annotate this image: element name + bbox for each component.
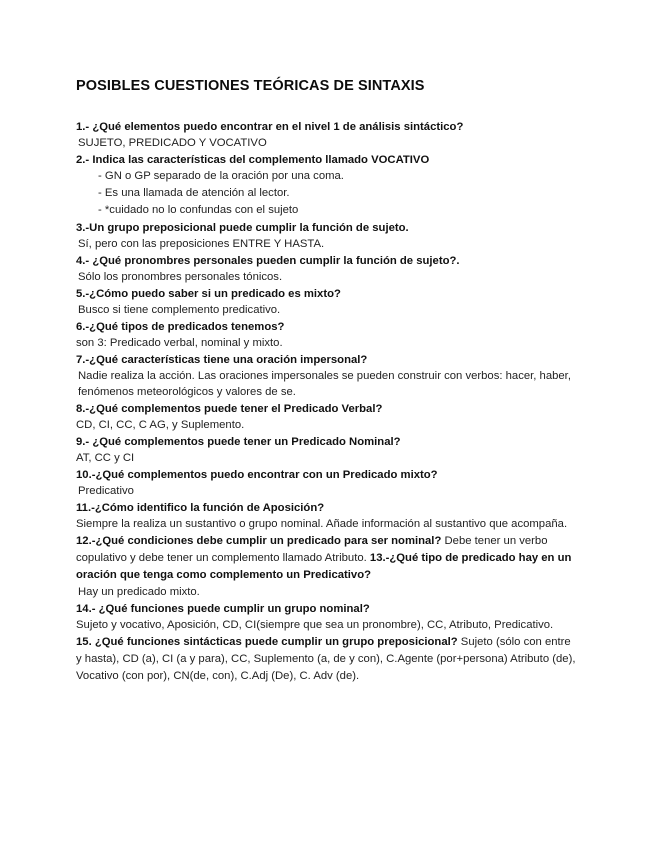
answer-6: son 3: Predicado verbal, nominal y mixto. bbox=[76, 337, 283, 349]
question-4: 4.- ¿Qué pronombres personales pueden cumplir la función de sujeto?. bbox=[76, 255, 460, 267]
question-8: 8.-¿Qué complementos puede tener el Predicado Verbal? bbox=[76, 403, 383, 415]
question-5: 5.-¿Cómo puedo saber si un predicado es mixto? bbox=[76, 288, 341, 300]
question-block-6 bbox=[76, 319, 576, 351]
list-item: - GN o GP separado de la oración por una coma. bbox=[98, 170, 344, 182]
question-15-paragraph bbox=[76, 634, 576, 685]
question-block-4 bbox=[76, 253, 576, 285]
answer-3: Sí, pero con las preposiciones ENTRE Y HASTA. bbox=[78, 238, 325, 250]
question-block-15 bbox=[76, 634, 576, 685]
question-11: 11.-¿Cómo identifico la función de Aposición? bbox=[76, 502, 325, 514]
question-6: 6.-¿Qué tipos de predicados tenemos? bbox=[76, 321, 285, 333]
question-10: 10.-¿Qué complementos puedo encontrar con un Predicado mixto? bbox=[76, 469, 438, 481]
answer-5: Busco si tiene complemento predicativo. bbox=[78, 304, 281, 316]
page-title: POSIBLES CUESTIONES TEÓRICAS DE SINTAXIS bbox=[76, 78, 425, 94]
question-15: 15. ¿Qué funciones sintácticas puede cumplir un grupo preposicional? bbox=[76, 636, 458, 648]
question-block-12-13 bbox=[76, 533, 576, 600]
list-item: - *cuidado no lo confundas con el sujeto bbox=[98, 204, 299, 216]
question-9: 9.- ¿Qué complementos puede tener un Predicado Nominal? bbox=[76, 436, 401, 448]
answer-9: AT, CC y CI bbox=[76, 452, 135, 464]
list-item: - Es una llamada de atención al lector. bbox=[98, 187, 290, 199]
answer-14: Sujeto y vocativo, Aposición, CD, CI(siempre que sea un pronombre), CC, Atributo, Predicativo. bbox=[76, 619, 554, 631]
question-14: 14.- ¿Qué funciones puede cumplir un grupo nominal? bbox=[76, 603, 370, 615]
answer-8: CD, CI, CC, C AG, y Suplemento. bbox=[76, 419, 245, 431]
question-block-9 bbox=[76, 434, 576, 466]
question-block-3 bbox=[76, 220, 576, 252]
answer-15: Sujeto (sólo con entre y hasta), CD (a), CI (a y para), CC, Suplemento (a, de y con), C.Agente (por+persona) Atributo (de), Vocativo (con por), CN(de, con), C.Adj (De), C. Adv (de). bbox=[76, 636, 576, 682]
question-block-1 bbox=[76, 119, 576, 151]
answer-13: Hay un predicado mixto. bbox=[78, 586, 200, 598]
answer-2-list bbox=[76, 168, 576, 219]
answer-7: Nadie realiza la acción. Las oraciones impersonales se pueden construir con verbos: hacer, haber, fenómenos meteorológicos y valores de se. bbox=[78, 370, 571, 398]
answer-12: Debe tener un verbo copulativo y debe tener un complemento llamado Atributo. bbox=[76, 535, 548, 564]
question-block-10 bbox=[76, 467, 576, 499]
question-3: 3.-Un grupo preposicional puede cumplir la función de sujeto. bbox=[76, 222, 409, 234]
question-block-2 bbox=[76, 152, 576, 219]
question-12: 12.-¿Qué condiciones debe cumplir un predicado para ser nominal? bbox=[76, 535, 442, 547]
question-13: 13.-¿Qué tipo de predicado hay en un oración que tenga como complemento un Predicativo? bbox=[76, 552, 572, 581]
answer-1: SUJETO, PREDICADO Y VOCATIVO bbox=[78, 137, 267, 149]
answer-4: Sólo los pronombres personales tónicos. bbox=[78, 271, 283, 283]
question-block-8 bbox=[76, 401, 576, 433]
question-block-11 bbox=[76, 500, 576, 532]
question-2: 2.- Indica las características del complemento llamado VOCATIVO bbox=[76, 154, 430, 166]
question-block-7 bbox=[76, 352, 576, 400]
question-block-5 bbox=[76, 286, 576, 318]
question-12-13-paragraph bbox=[76, 533, 576, 584]
answer-11: Siempre la realiza un sustantivo o grupo nominal. Añade información al sustantivo que acompaña. bbox=[76, 518, 568, 530]
document-page bbox=[76, 76, 576, 686]
question-1: 1.- ¿Qué elementos puedo encontrar en el nivel 1 de análisis sintáctico? bbox=[76, 121, 464, 133]
question-block-14 bbox=[76, 601, 576, 633]
question-7: 7.-¿Qué características tiene una oración impersonal? bbox=[76, 354, 368, 366]
answer-10: Predicativo bbox=[78, 485, 134, 497]
